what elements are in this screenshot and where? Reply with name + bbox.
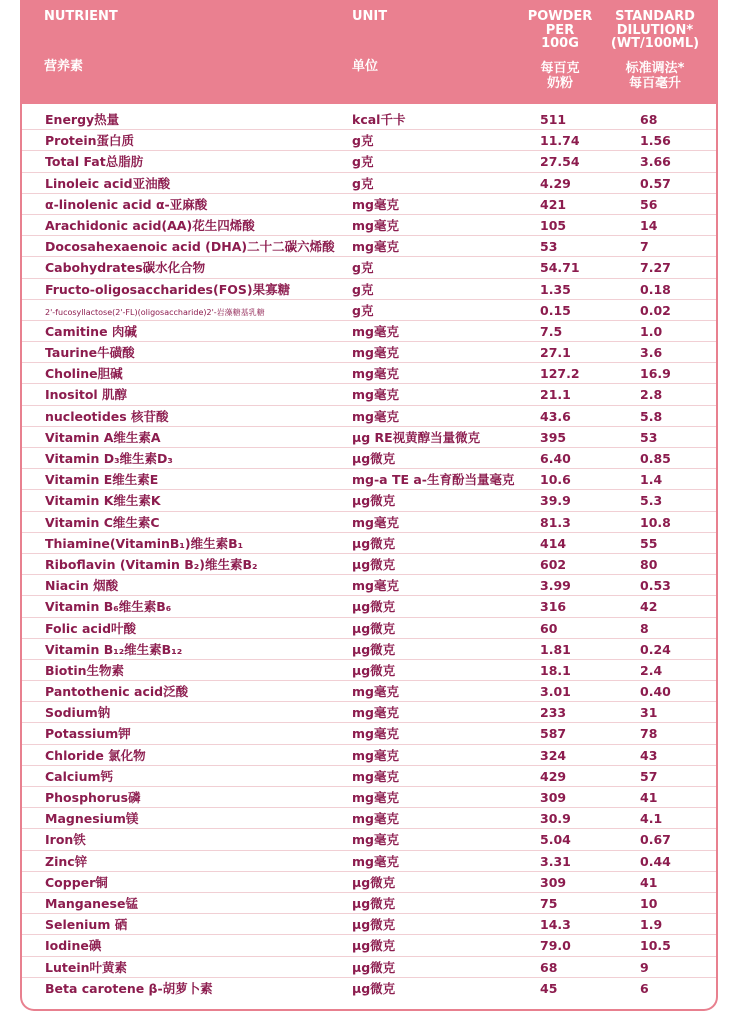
nutrient-unit: μg微克 [352,641,396,657]
dilution-value: 78 [640,726,658,742]
nutrient-unit: g克 [352,133,374,149]
dilution-value: 68 [640,112,658,127]
powder-value: 30.9 [540,811,571,827]
powder-value: 5.04 [540,832,571,848]
nutrient-unit: mg毫克 [352,811,399,827]
nutrient-name: Selenium 硒 [45,917,128,933]
nutrient-unit: μg微克 [352,556,396,572]
powder-value: 324 [540,747,567,763]
table-row [22,723,716,744]
nutrient-unit: g克 [352,302,374,318]
nutrient-name: Arachidonic acid(AA)花生四烯酸 [45,217,255,233]
nutrient-name: 2'-fucosyllactose(2'-FL)(oligosaccharide)2'-岩藻糖基乳糖 [45,307,265,317]
table-row [22,469,716,490]
nutrient-name: Manganese锰 [45,895,138,911]
powder-value: 43.6 [540,408,571,424]
table-row [22,448,716,469]
header-dilution: STANDARD DILUTION* (WT/100ML) [610,9,700,51]
nutrient-name: Vitamin K维生素K [45,493,161,509]
header-nutrient: NUTRIENT [44,9,118,24]
table-row [22,236,716,257]
table-row [22,490,716,511]
table-row [22,787,716,808]
powder-value: 81.3 [540,514,571,530]
nutrient-name: Protein蛋白质 [45,133,135,149]
nutrient-name: Camitine 肉碱 [45,323,137,339]
dilution-value: 0.40 [640,684,671,700]
nutrient-unit: kcal千卡 [352,112,406,127]
dilution-value: 80 [640,556,658,572]
nutrient-unit: mg毫克 [352,832,399,848]
nutrient-name: Iron铁 [45,832,86,848]
dilution-value: 10.8 [640,514,671,530]
nutrient-unit: mg毫克 [352,768,399,784]
powder-value: 18.1 [540,662,571,678]
powder-value: 233 [540,705,567,721]
nutrient-name: Total Fat总脂肪 [45,154,144,170]
powder-value: 54.71 [540,260,580,276]
powder-value: 11.74 [540,133,580,149]
powder-value: 309 [540,874,567,890]
table-row [22,851,716,872]
table-row [22,660,716,681]
header-powder-cn: 每百克 奶粉 [540,61,580,91]
nutrient-name: Sodium钠 [45,705,111,721]
table-row [22,745,716,766]
nutrient-unit: μg微克 [352,451,396,466]
dilution-value: 16.9 [640,366,671,382]
table-row [22,618,716,639]
powder-value: 45 [540,980,558,996]
dilution-value: 1.4 [640,472,663,488]
table-row [22,554,716,575]
table-row [22,914,716,935]
nutrient-unit: mg毫克 [352,684,399,700]
nutrient-unit: μg微克 [352,620,396,636]
nutrient-unit: mg毫克 [352,705,399,721]
nutrient-unit: μg微克 [352,917,396,933]
dilution-value: 7.27 [640,260,671,276]
dilution-value: 9 [640,959,649,975]
dilution-value: 41 [640,790,658,805]
nutrient-unit: mg毫克 [352,217,399,233]
powder-value: 421 [540,196,567,212]
powder-value: 1.35 [540,281,571,297]
table-row [22,766,716,787]
nutrient-unit: mg毫克 [352,323,399,339]
table-row [22,342,716,363]
powder-value: 3.31 [540,853,571,869]
table-row [22,533,716,554]
dilution-value: 10.5 [640,938,671,954]
dilution-value: 31 [640,705,658,721]
nutrient-unit: μg微克 [352,895,396,911]
nutrient-name: Vitamin B₁₂维生素B₁₂ [45,641,183,657]
table-row [22,151,716,172]
nutrient-unit: μg微克 [352,493,396,509]
header-powder: POWDER PER 100G [527,9,593,51]
dilution-value: 14 [640,217,658,233]
table-row [22,300,716,321]
header-unit: UNIT [352,9,388,24]
dilution-value: 43 [640,747,658,763]
powder-value: 395 [540,429,567,445]
nutrient-name: Energy热量 [45,112,120,127]
table-row [22,257,716,278]
dilution-value: 0.02 [640,302,671,318]
nutrient-name: Riboflavin (Vitamin B₂)维生素B₂ [45,556,258,572]
table-header [20,0,718,104]
nutrient-name: Niacin 烟酸 [45,578,119,594]
table-row [22,702,716,723]
dilution-value: 2.4 [640,662,663,678]
powder-value: 27.54 [540,154,580,170]
dilution-value: 3.66 [640,154,671,170]
nutrient-name: Pantothenic acid泛酸 [45,684,189,700]
nutrient-name: Lutein叶黄素 [45,959,128,975]
powder-value: 4.29 [540,175,571,191]
table-row [22,596,716,617]
dilution-value: 2.8 [640,387,663,403]
dilution-value: 0.18 [640,281,671,297]
table-row [22,427,716,448]
nutrient-unit: mg毫克 [352,726,399,742]
powder-value: 316 [540,599,567,615]
dilution-value: 0.85 [640,451,671,466]
nutrient-name: Cabohydrates碳水化合物 [45,260,206,276]
nutrient-unit: g克 [352,175,374,191]
table-row [22,384,716,405]
table-row [22,215,716,236]
dilution-value: 6 [640,980,649,996]
nutrient-name: Vitamin C维生素C [45,514,160,530]
table-row [22,872,716,893]
nutrient-unit: mg毫克 [352,345,399,361]
powder-value: 3.99 [540,578,571,594]
dilution-value: 0.67 [640,832,671,848]
powder-value: 429 [540,768,567,784]
nutrient-name: Chloride 氯化物 [45,747,146,763]
powder-value: 127.2 [540,366,580,382]
nutrient-name: Linoleic acid亚油酸 [45,175,171,191]
dilution-value: 41 [640,874,658,890]
nutrient-unit: mg毫克 [352,239,399,255]
dilution-value: 0.44 [640,853,671,869]
nutrient-name: Copper铜 [45,874,108,890]
dilution-value: 0.57 [640,175,671,191]
dilution-value: 5.8 [640,408,663,424]
powder-value: 10.6 [540,472,571,488]
nutrient-unit: mg毫克 [352,387,399,403]
powder-value: 511 [540,112,567,127]
powder-value: 75 [540,895,558,911]
nutrient-name: Fructo-oligosaccharides(FOS)果寡糖 [45,281,291,297]
nutrient-unit: μg微克 [352,980,396,996]
nutrient-name: Vitamin A维生素A [45,429,161,445]
header-unit-cn: 单位 [352,59,379,74]
nutrient-unit: mg毫克 [352,578,399,594]
powder-value: 14.3 [540,917,571,933]
table-row [22,194,716,215]
table-row [22,957,716,978]
nutrient-unit: g克 [352,260,374,276]
nutrient-name: Magnesium镁 [45,811,139,827]
header-nutrient-cn: 营养素 [44,59,84,74]
nutrient-unit: mg毫克 [352,408,399,424]
table-row [22,978,716,999]
nutrient-unit: mg毫克 [352,514,399,530]
nutrient-name: Iodine碘 [45,938,102,954]
nutrient-name: Folic acid叶酸 [45,620,137,636]
table-row [22,130,716,151]
table-row [22,829,716,850]
table-row [22,406,716,427]
table-row [22,173,716,194]
table-row [22,363,716,384]
nutrient-name: Taurine牛磺酸 [45,345,135,361]
dilution-value: 8 [640,620,649,636]
dilution-value: 53 [640,429,658,445]
nutrient-name: α-linolenic acid α-亚麻酸 [45,196,208,212]
powder-value: 602 [540,556,567,572]
nutrient-rows [22,109,716,999]
nutrient-name: Docosahexaenoic acid (DHA)二十二碳六烯酸 [45,239,335,255]
table-row [22,893,716,914]
nutrient-unit: g克 [352,281,374,297]
nutrient-unit: mg-a TE a-生育酚当量毫克 [352,472,515,488]
nutrient-unit: g克 [352,154,374,170]
nutrient-name: Zinc锌 [45,853,88,869]
nutrient-name: Biotin生物素 [45,662,125,678]
powder-value: 21.1 [540,387,571,403]
nutrient-unit: mg毫克 [352,747,399,763]
powder-value: 309 [540,790,567,805]
powder-value: 414 [540,535,567,551]
nutrient-unit: μg RE视黄醇当量微克 [352,429,481,445]
table-row [22,681,716,702]
powder-value: 39.9 [540,493,571,509]
nutrient-unit: mg毫克 [352,196,399,212]
powder-value: 27.1 [540,345,571,361]
powder-value: 79.0 [540,938,571,954]
nutrient-unit: mg毫克 [352,790,399,805]
dilution-value: 4.1 [640,811,663,827]
table-row [22,279,716,300]
dilution-value: 42 [640,599,658,615]
dilution-value: 10 [640,895,658,911]
table-row [22,575,716,596]
nutrient-name: Potassium钾 [45,726,131,742]
nutrient-name: Beta carotene β-胡萝卜素 [45,980,213,996]
table-row [22,109,716,130]
table-row [22,321,716,342]
nutrient-unit: μg微克 [352,599,396,615]
dilution-value: 55 [640,535,658,551]
powder-value: 53 [540,239,558,255]
dilution-value: 7 [640,239,649,255]
dilution-value: 57 [640,768,658,784]
nutrient-unit: μg微克 [352,959,396,975]
nutrient-unit: mg毫克 [352,853,399,869]
table-row [22,512,716,533]
dilution-value: 1.56 [640,133,671,149]
nutrient-name: Vitamin E维生素E [45,472,159,488]
nutrient-name: Vitamin B₆维生素B₆ [45,599,172,615]
powder-value: 0.15 [540,302,571,318]
powder-value: 105 [540,217,567,233]
nutrient-unit: μg微克 [352,938,396,954]
nutrient-name: Thiamine(VitaminB₁)维生素B₁ [45,535,244,551]
nutrient-unit: μg微克 [352,662,396,678]
powder-value: 1.81 [540,641,571,657]
table-row [22,935,716,956]
powder-value: 68 [540,959,558,975]
table-row [22,639,716,660]
nutrient-name: Choline胆碱 [45,366,123,382]
powder-value: 3.01 [540,684,571,700]
dilution-value: 1.0 [640,323,663,339]
dilution-value: 1.9 [640,917,663,933]
dilution-value: 5.3 [640,493,663,509]
nutrient-unit: μg微克 [352,874,396,890]
nutrient-unit: μg微克 [352,535,396,551]
powder-value: 6.40 [540,451,571,466]
header-dilution-cn: 标准调法* 每百毫升 [625,61,685,91]
dilution-value: 0.24 [640,641,671,657]
powder-value: 587 [540,726,567,742]
nutrient-name: Calcium钙 [45,768,114,784]
powder-value: 7.5 [540,323,563,339]
dilution-value: 56 [640,196,658,212]
dilution-value: 3.6 [640,345,663,361]
powder-value: 60 [540,620,558,636]
table-row [22,808,716,829]
nutrient-name: nucleotides 核苷酸 [45,408,169,424]
nutrient-unit: mg毫克 [352,366,399,382]
nutrient-name: Inositol 肌醇 [45,387,128,403]
nutrient-name: Phosphorus磷 [45,790,141,805]
dilution-value: 0.53 [640,578,671,594]
nutrient-name: Vitamin D₃维生素D₃ [45,451,173,466]
